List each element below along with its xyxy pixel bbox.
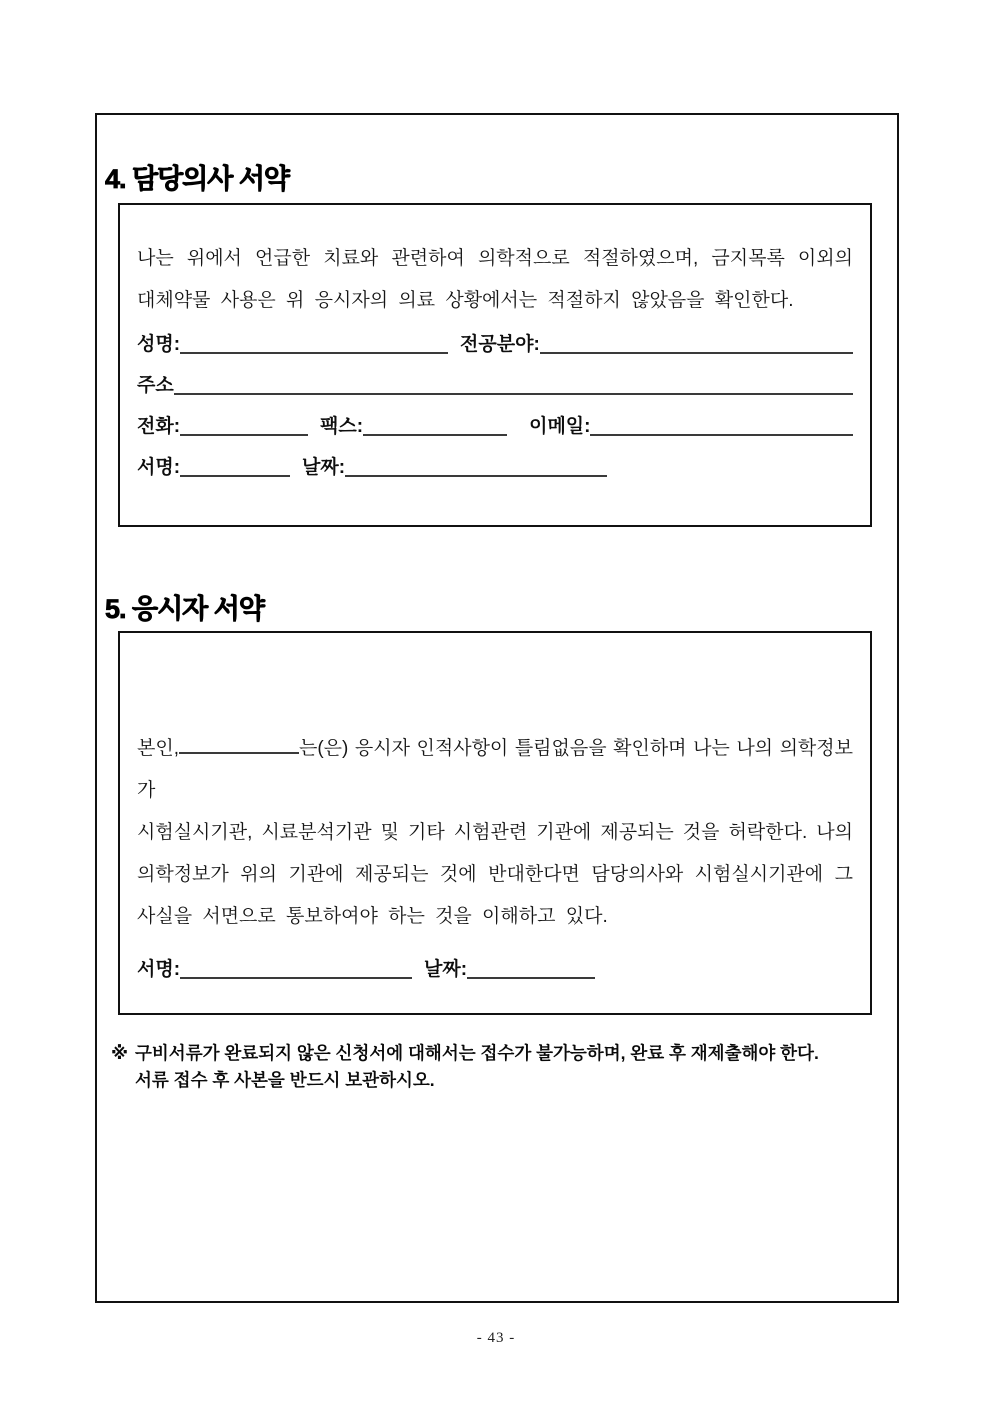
applicant-pledge-text-line4: 사실을 서면으로 통보하여야 하는 것을 이해하고 있다. (137, 906, 608, 927)
note-line1: 구비서류가 완료되지 않은 신청서에 대해서는 접수가 불가능하며, 완료 후 재제출해야 한다. (135, 1043, 819, 1063)
phone-fax-email-row (137, 411, 853, 435)
physician-date-blank (345, 475, 607, 477)
applicant-date-blank (467, 977, 595, 979)
phone-label: 전화: (137, 416, 181, 437)
applicant-signature-row (137, 954, 853, 978)
address-row (137, 370, 853, 394)
form-frame (95, 113, 899, 1303)
physician-signature-row (137, 452, 853, 476)
address-blank (174, 393, 853, 395)
applicant-date-label: 날짜: (424, 959, 468, 980)
physician-signature-blank (180, 475, 290, 477)
physician-signature-label: 서명: (137, 457, 181, 478)
physician-pledge-box (118, 203, 872, 527)
applicant-signature-blank (180, 977, 412, 979)
specialty-blank (540, 352, 853, 354)
applicant-pledge-text-line3: 의학정보가 위의 기관에 제공되는 것에 반대한다면 담당의사와 시험실시기관에 그 (137, 864, 853, 885)
applicant-pledge-box (118, 631, 872, 1015)
applicant-name-blank (179, 740, 299, 754)
name-label: 성명: (137, 334, 181, 355)
section5-heading: 5. 응시자 서약 (105, 594, 264, 624)
physician-pledge-text-line1: 나는 위에서 언급한 치료와 관련하여 의학적으로 적절하였으며, 금지목록 이외의 (137, 248, 853, 269)
physician-date-label: 날짜: (302, 457, 346, 478)
physician-pledge-text-line2: 대체약물 사용은 위 응시자의 의료 상황에서는 적절하지 않았음을 확인한다. (137, 290, 794, 311)
applicant-pledge-text-line1 (137, 728, 853, 812)
email-label: 이메일: (529, 416, 591, 437)
applicant-pledge-text-line2: 시험실시기관, 시료분석기관 및 기타 시험관련 기관에 제공되는 것을 허락한다. 나의 (137, 822, 853, 843)
fax-blank (363, 434, 507, 436)
page-number: - 43 - (476, 1330, 516, 1346)
applicant-signature-label: 서명: (137, 959, 181, 980)
note-marker: ※ (111, 1043, 129, 1063)
section4-heading: 4. 담당의사 서약 (105, 164, 290, 194)
name-specialty-row (137, 329, 853, 353)
submission-note (111, 1040, 871, 1094)
name-blank (180, 352, 448, 354)
note-text (135, 1040, 871, 1094)
fax-label: 팩스: (320, 416, 364, 437)
applicant-pledge-line1-before: 본인, (137, 738, 179, 759)
note-line2: 서류 접수 후 사본을 반드시 보관하시오. (135, 1070, 435, 1090)
phone-blank (180, 434, 308, 436)
applicant-pledge-line1-after: 는(은) 응시자 인적사항이 틀림없음을 확인하며 나는 나의 의학정보가 (137, 738, 853, 801)
specialty-label: 전공분야: (460, 334, 540, 355)
address-label: 주소 (137, 375, 174, 396)
email-blank (590, 434, 853, 436)
